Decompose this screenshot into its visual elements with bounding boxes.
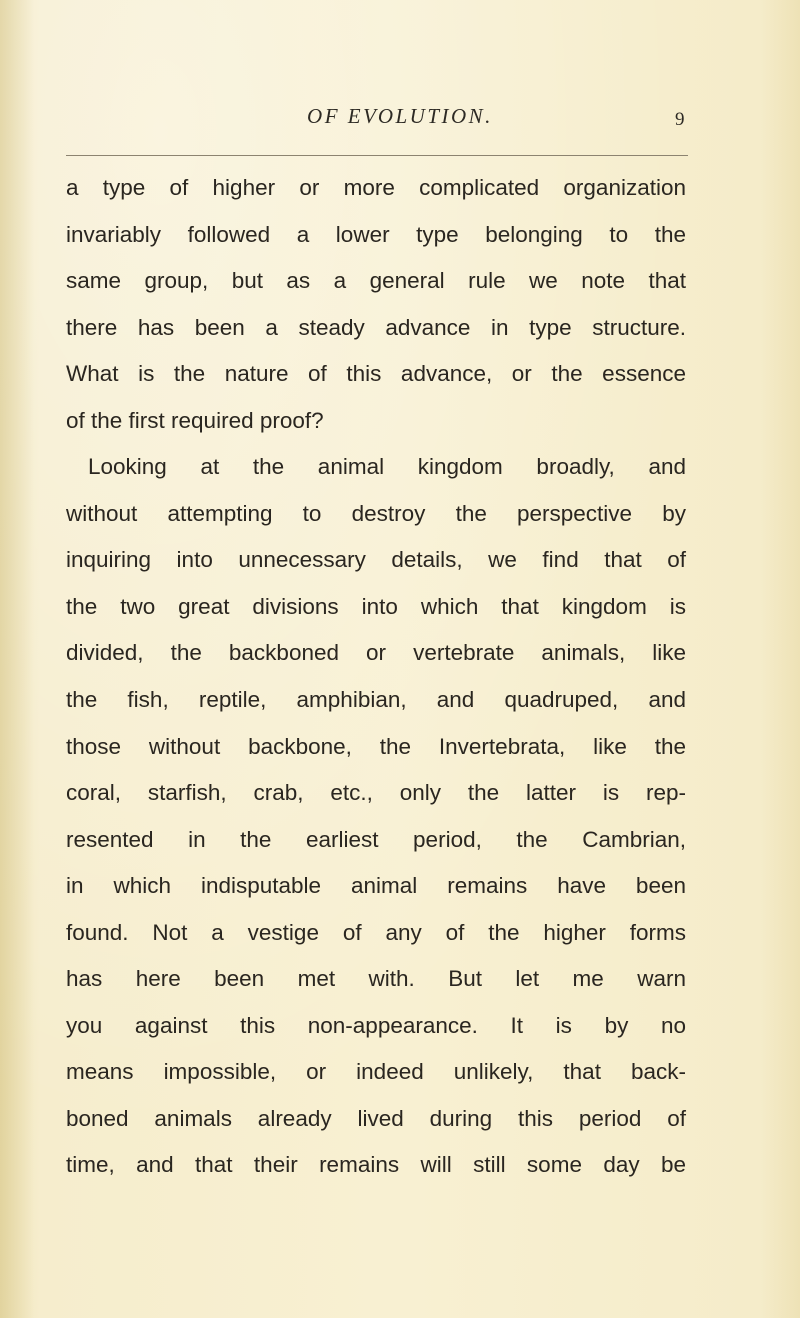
page-gutter-shadow [0,0,34,1318]
text-line: inquiring into unnecessary details, we find that of [66,547,686,573]
text-line: the fish, reptile, amphibian, and quadruped, and [66,687,686,713]
body-text [66,165,686,1189]
text-line: in which indisputable animal remains have been [66,873,686,899]
page-number: 9 [675,109,685,130]
text-line: What is the nature of this advance, or the essence [66,361,686,387]
text-line: Looking at the animal kingdom broadly, and [88,454,686,480]
text-line: without attempting to destroy the perspective by [66,500,686,526]
text-line: invariably followed a lower type belonging to the [66,221,686,247]
text-line: same group, but as a general rule we note that [66,268,686,294]
text-line: coral, starfish, crab, etc., only the latter is rep- [66,780,686,806]
text-line: a type of higher or more complicated organization [66,175,686,200]
text-line: resented in the earliest period, the Cambrian, [66,826,686,852]
text-line: time, and that their remains will still some day be [66,1152,686,1178]
text-line: divided, the backboned or vertebrate animals, like [66,640,686,666]
text-line: the two great divisions into which that kingdom is [66,593,686,619]
text-line: found. Not a vestige of any of the higher forms [66,919,686,945]
text-line: there has been a steady advance in type structure. [66,314,686,340]
text-line: you against this non-appearance. It is by no [66,1012,686,1038]
page-header [0,98,800,138]
header-rule [66,155,688,156]
text-line: has here been met with. But let me warn [66,966,686,992]
text-line: boned animals already lived during this period of [66,1105,686,1131]
running-head: OF EVOLUTION. [307,104,493,128]
text-line: means impossible, or indeed unlikely, that back- [66,1059,686,1085]
text-line: those without backbone, the Invertebrata, like the [66,733,686,759]
text-line: of the first required proof? [66,407,324,433]
